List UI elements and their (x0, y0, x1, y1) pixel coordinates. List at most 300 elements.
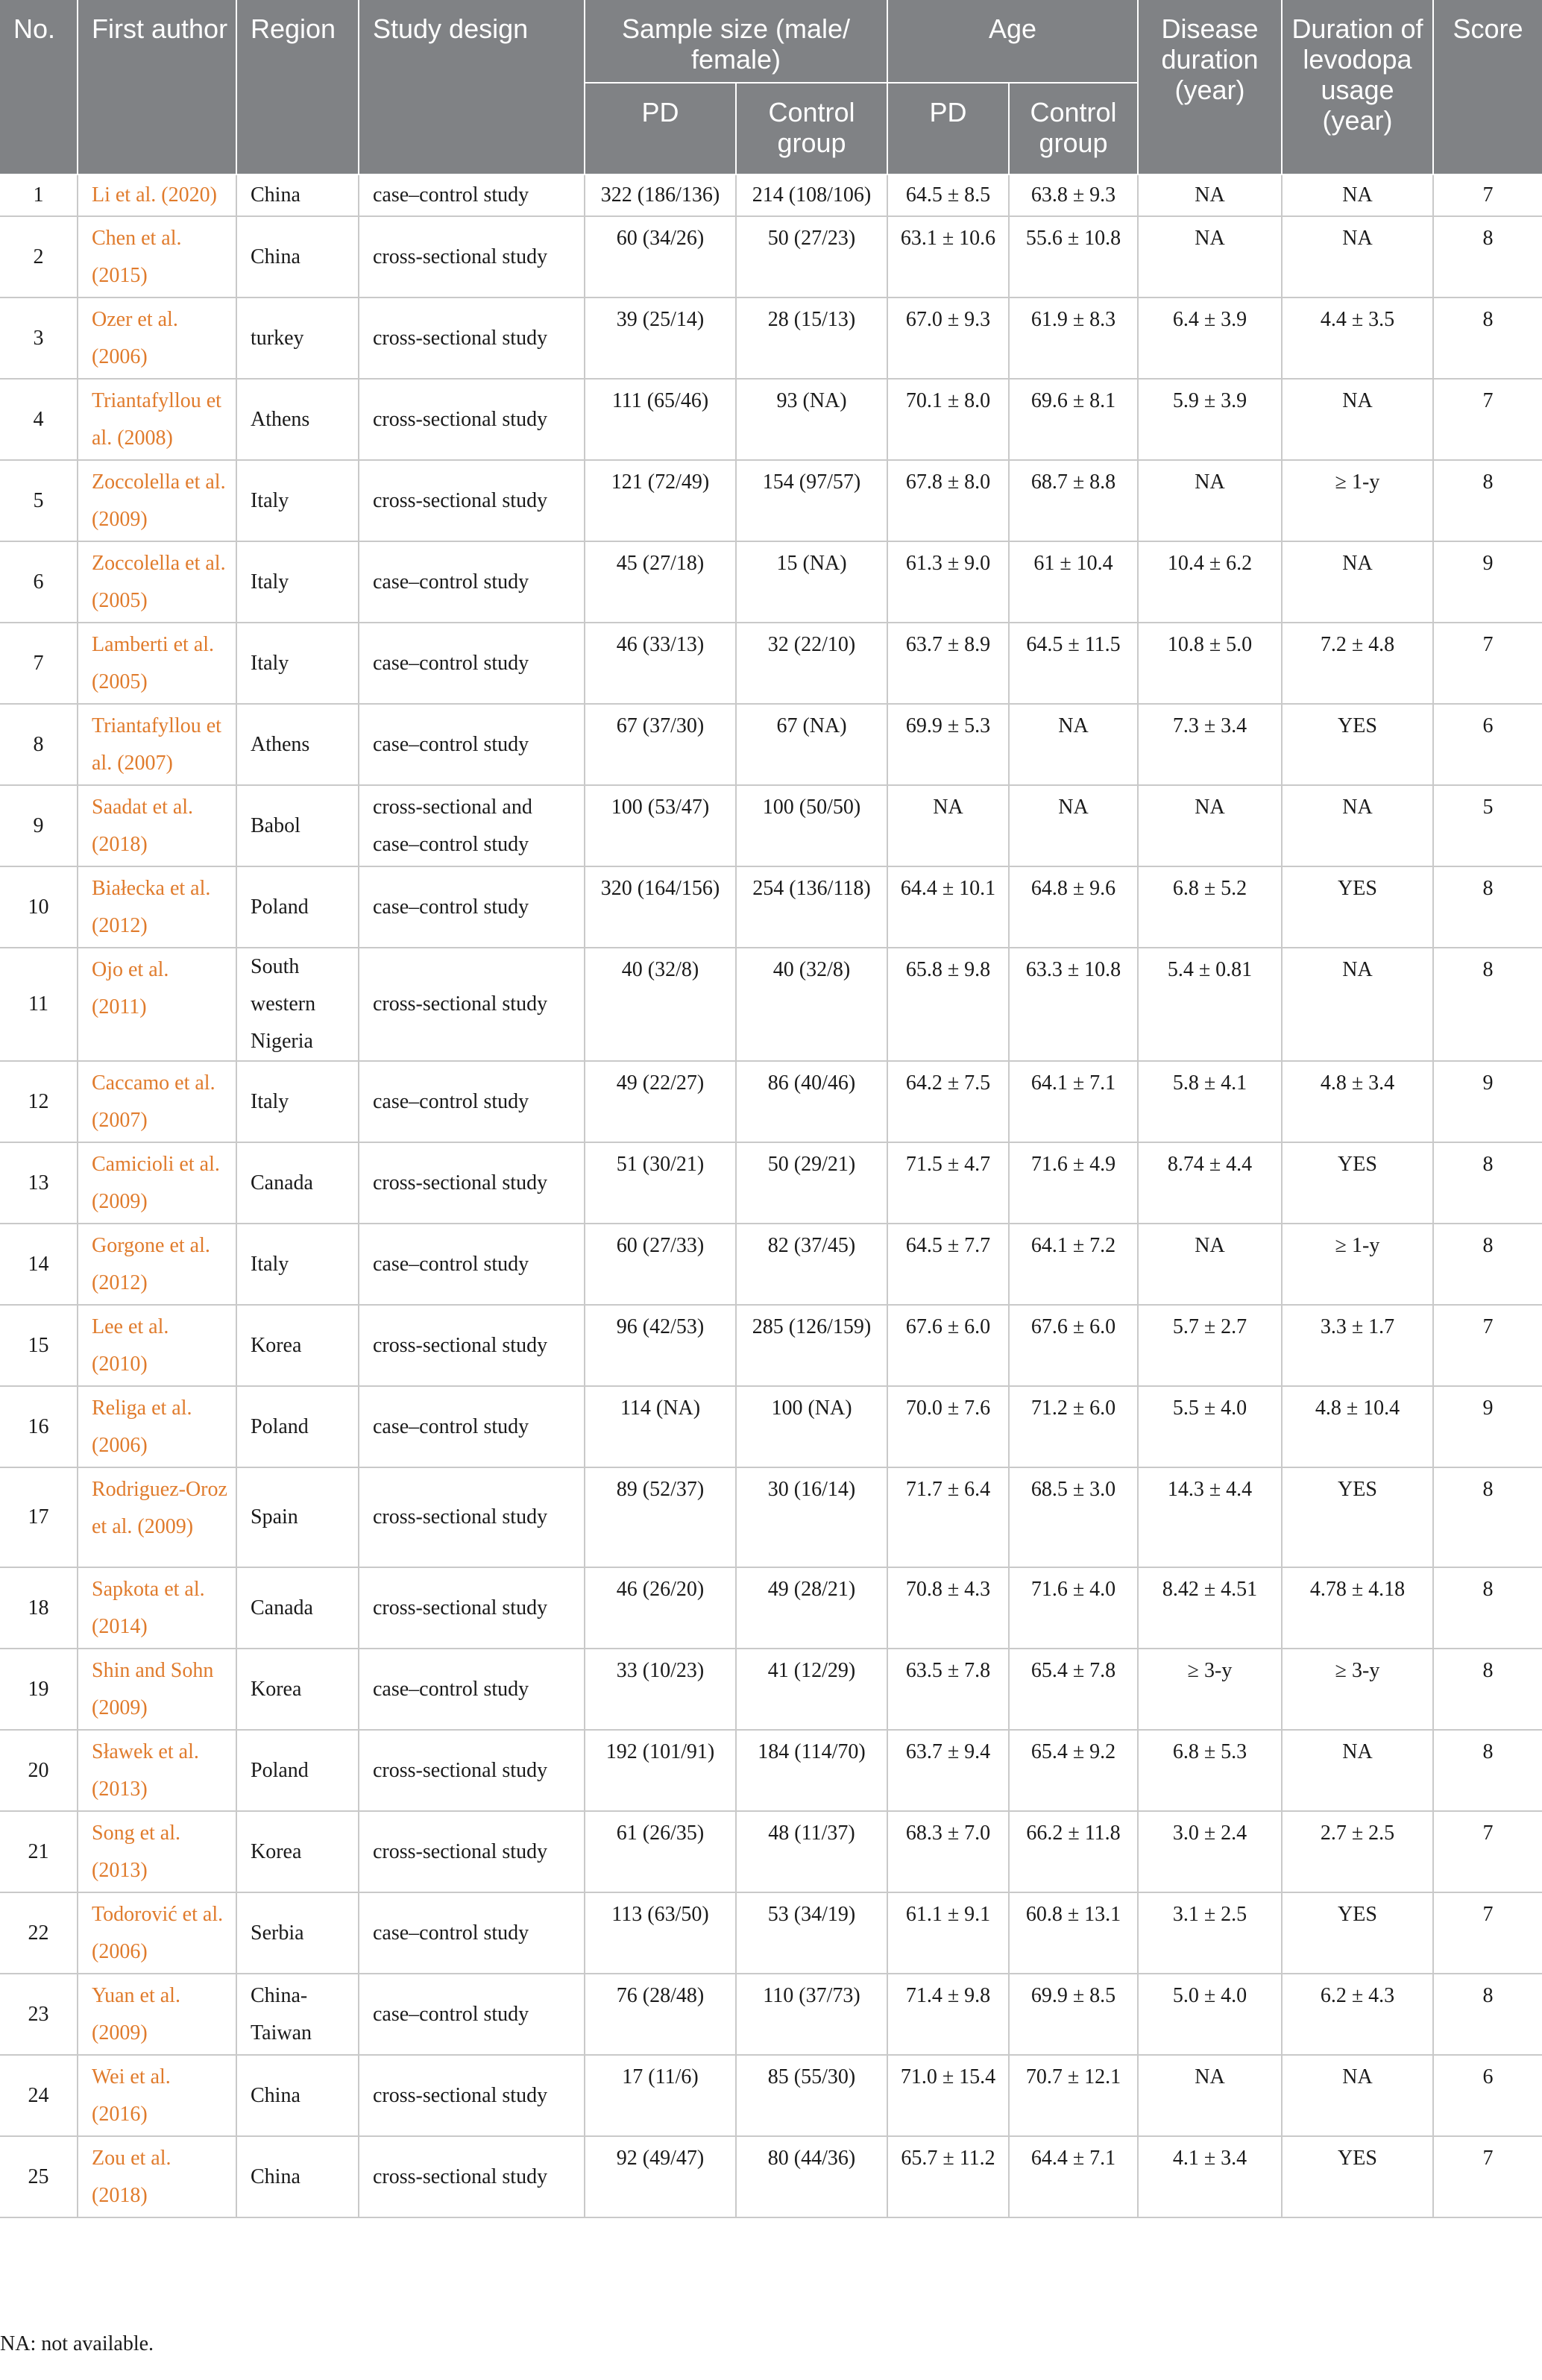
cell-author-link[interactable]: Li et al. (2020) (78, 174, 236, 216)
cell-pd-age: 64.5 ± 8.5 (887, 174, 1009, 216)
cell-levodopa-duration: YES (1282, 1467, 1433, 1567)
cell-pd-sample: 111 (65/46) (585, 379, 736, 460)
cell-study-design: cross-sectional study (359, 1567, 585, 1649)
cell-no: 25 (0, 2136, 78, 2217)
cell-score: 9 (1433, 541, 1542, 623)
cell-pd-sample: 114 (NA) (585, 1386, 736, 1467)
cell-score: 9 (1433, 1386, 1542, 1467)
cell-score: 8 (1433, 866, 1542, 948)
cell-study-design: cross-sectional study (359, 2055, 585, 2136)
cell-disease-duration: NA (1138, 460, 1282, 541)
cell-score: 7 (1433, 1811, 1542, 1892)
cell-study-design: case–control study (359, 704, 585, 785)
cell-study-design: cross-sectional study (359, 379, 585, 460)
cell-pd-sample: 51 (30/21) (585, 1142, 736, 1224)
cell-region: Canada (236, 1142, 359, 1224)
table-row (0, 785, 1542, 866)
cell-control-sample: 82 (37/45) (736, 1224, 887, 1305)
cell-disease-duration: ≥ 3-y (1138, 1649, 1282, 1730)
cell-score: 8 (1433, 948, 1542, 1061)
cell-levodopa-duration: YES (1282, 704, 1433, 785)
cell-control-sample: 49 (28/21) (736, 1567, 887, 1649)
table-row (0, 460, 1542, 541)
cell-levodopa-duration: NA (1282, 1730, 1433, 1811)
cell-control-sample: 85 (55/30) (736, 2055, 887, 2136)
table-footnote: NA: not available. (0, 2332, 154, 2355)
cell-disease-duration: 10.4 ± 6.2 (1138, 541, 1282, 623)
cell-region: Italy (236, 1224, 359, 1305)
cell-pd-sample: 60 (34/26) (585, 216, 736, 298)
cell-author-link[interactable]: Zoccolella et al. (2005) (78, 541, 236, 623)
cell-control-age: 65.4 ± 9.2 (1009, 1730, 1138, 1811)
cell-region: Italy (236, 1061, 359, 1142)
cell-pd-sample: 320 (164/156) (585, 866, 736, 948)
cell-no: 11 (0, 948, 78, 1061)
cell-author-link[interactable]: Sapkota et al. (2014) (78, 1567, 236, 1649)
cell-disease-duration: 14.3 ± 4.4 (1138, 1467, 1282, 1567)
cell-region: Poland (236, 1730, 359, 1811)
cell-control-sample: 50 (27/23) (736, 216, 887, 298)
cell-control-age: 64.1 ± 7.2 (1009, 1224, 1138, 1305)
cell-control-sample: 41 (12/29) (736, 1649, 887, 1730)
cell-study-design: case–control study (359, 866, 585, 948)
table-row (0, 1892, 1542, 1974)
cell-no: 2 (0, 216, 78, 298)
cell-region: Spain (236, 1467, 359, 1567)
cell-pd-sample: 46 (33/13) (585, 623, 736, 704)
cell-pd-sample: 61 (26/35) (585, 1811, 736, 1892)
cell-levodopa-duration: YES (1282, 866, 1433, 948)
cell-pd-age: 67.8 ± 8.0 (887, 460, 1009, 541)
cell-region: Athens (236, 704, 359, 785)
cell-disease-duration: 8.74 ± 4.4 (1138, 1142, 1282, 1224)
cell-region: Korea (236, 1305, 359, 1386)
cell-pd-age: 63.1 ± 10.6 (887, 216, 1009, 298)
cell-study-design: cross-sectional study (359, 460, 585, 541)
cell-study-design: cross-sectional study (359, 1467, 585, 1567)
cell-levodopa-duration: ≥ 3-y (1282, 1649, 1433, 1730)
cell-control-age: 66.2 ± 11.8 (1009, 1811, 1138, 1892)
table-row (0, 1649, 1542, 1730)
cell-pd-sample: 100 (53/47) (585, 785, 736, 866)
table-row (0, 216, 1542, 298)
cell-no: 24 (0, 2055, 78, 2136)
cell-no: 22 (0, 1892, 78, 1974)
header-study-design: Study design (359, 0, 585, 174)
cell-no: 23 (0, 1974, 78, 2055)
cell-region: China (236, 174, 359, 216)
cell-region: Babol (236, 785, 359, 866)
cell-author-link[interactable]: Todorović et al. (2006) (78, 1892, 236, 1974)
header-age-control: Control group (1009, 83, 1138, 174)
cell-pd-age: 61.1 ± 9.1 (887, 1892, 1009, 1974)
cell-score: 6 (1433, 2055, 1542, 2136)
cell-pd-age: 64.2 ± 7.5 (887, 1061, 1009, 1142)
cell-disease-duration: 3.0 ± 2.4 (1138, 1811, 1282, 1892)
cell-pd-age: 63.7 ± 9.4 (887, 1730, 1009, 1811)
cell-control-age: 60.8 ± 13.1 (1009, 1892, 1138, 1974)
table-row (0, 2055, 1542, 2136)
cell-score: 7 (1433, 379, 1542, 460)
cell-no: 12 (0, 1061, 78, 1142)
cell-levodopa-duration: ≥ 1-y (1282, 460, 1433, 541)
cell-no: 17 (0, 1467, 78, 1567)
cell-control-sample: 100 (50/50) (736, 785, 887, 866)
cell-control-age: 69.9 ± 8.5 (1009, 1974, 1138, 2055)
cell-score: 8 (1433, 1224, 1542, 1305)
cell-study-design: case–control study (359, 623, 585, 704)
table-row (0, 866, 1542, 948)
cell-pd-sample: 40 (32/8) (585, 948, 736, 1061)
table-row (0, 1811, 1542, 1892)
cell-no: 13 (0, 1142, 78, 1224)
cell-no: 7 (0, 623, 78, 704)
cell-region: China (236, 2055, 359, 2136)
cell-levodopa-duration: NA (1282, 379, 1433, 460)
cell-pd-sample: 113 (63/50) (585, 1892, 736, 1974)
cell-pd-age: 71.4 ± 9.8 (887, 1974, 1009, 2055)
cell-levodopa-duration: 4.78 ± 4.18 (1282, 1567, 1433, 1649)
cell-control-sample: 53 (34/19) (736, 1892, 887, 1974)
cell-pd-sample: 46 (26/20) (585, 1567, 736, 1649)
cell-control-age: 55.6 ± 10.8 (1009, 216, 1138, 298)
cell-control-age: 64.4 ± 7.1 (1009, 2136, 1138, 2217)
cell-no: 6 (0, 541, 78, 623)
table-row (0, 1305, 1542, 1386)
cell-score: 8 (1433, 460, 1542, 541)
cell-pd-sample: 39 (25/14) (585, 298, 736, 379)
cell-pd-age: 61.3 ± 9.0 (887, 541, 1009, 623)
cell-control-sample: 32 (22/10) (736, 623, 887, 704)
cell-author-link[interactable]: Saadat et al. (2018) (78, 785, 236, 866)
cell-no: 1 (0, 174, 78, 216)
cell-pd-age: 71.7 ± 6.4 (887, 1467, 1009, 1567)
cell-control-age: 61 ± 10.4 (1009, 541, 1138, 623)
cell-no: 3 (0, 298, 78, 379)
cell-author-link[interactable]: Zoccolella et al. (2009) (78, 460, 236, 541)
table-row (0, 623, 1542, 704)
table-row (0, 174, 1542, 216)
cell-score: 9 (1433, 1061, 1542, 1142)
cell-no: 10 (0, 866, 78, 948)
cell-author-link[interactable]: Shin and Sohn (2009) (78, 1649, 236, 1730)
cell-study-design: cross-sectional study (359, 1730, 585, 1811)
cell-author-link[interactable]: Białecka et al. (2012) (78, 866, 236, 948)
cell-pd-age: 63.7 ± 8.9 (887, 623, 1009, 704)
cell-pd-age: 65.7 ± 11.2 (887, 2136, 1009, 2217)
cell-pd-age: NA (887, 785, 1009, 866)
cell-score: 7 (1433, 623, 1542, 704)
cell-pd-age: 70.0 ± 7.6 (887, 1386, 1009, 1467)
cell-disease-duration: 6.4 ± 3.9 (1138, 298, 1282, 379)
cell-control-age: 67.6 ± 6.0 (1009, 1305, 1138, 1386)
table-header (0, 0, 1542, 174)
cell-disease-duration: 4.1 ± 3.4 (1138, 2136, 1282, 2217)
cell-pd-age: 71.0 ± 15.4 (887, 2055, 1009, 2136)
table-row (0, 1224, 1542, 1305)
cell-control-age: 70.7 ± 12.1 (1009, 2055, 1138, 2136)
cell-study-design: cross-sectional study (359, 2136, 585, 2217)
table-row (0, 1061, 1542, 1142)
cell-region: Poland (236, 1386, 359, 1467)
cell-disease-duration: NA (1138, 216, 1282, 298)
cell-region: South western Nigeria (236, 948, 359, 1061)
cell-control-age: 65.4 ± 7.8 (1009, 1649, 1138, 1730)
cell-disease-duration: 5.0 ± 4.0 (1138, 1974, 1282, 2055)
cell-author-link[interactable]: Sławek et al. (2013) (78, 1730, 236, 1811)
cell-author-link[interactable]: Yuan et al. (2009) (78, 1974, 236, 2055)
cell-score: 7 (1433, 2136, 1542, 2217)
cell-levodopa-duration: NA (1282, 174, 1433, 216)
cell-author-link[interactable]: Camicioli et al. (2009) (78, 1142, 236, 1224)
cell-control-age: 68.5 ± 3.0 (1009, 1467, 1138, 1567)
cell-author-link[interactable]: Song et al. (2013) (78, 1811, 236, 1892)
cell-control-age: 61.9 ± 8.3 (1009, 298, 1138, 379)
cell-study-design: case–control study (359, 1974, 585, 2055)
cell-control-sample: 254 (136/118) (736, 866, 887, 948)
header-no: No. (0, 0, 78, 174)
cell-pd-sample: 60 (27/33) (585, 1224, 736, 1305)
cell-pd-age: 70.8 ± 4.3 (887, 1567, 1009, 1649)
header-age: Age (887, 0, 1138, 83)
cell-disease-duration: NA (1138, 785, 1282, 866)
cell-study-design: cross-sectional study (359, 948, 585, 1061)
table-row (0, 541, 1542, 623)
table-row (0, 379, 1542, 460)
cell-region: Italy (236, 541, 359, 623)
cell-levodopa-duration: NA (1282, 948, 1433, 1061)
cell-region: Korea (236, 1811, 359, 1892)
cell-no: 9 (0, 785, 78, 866)
cell-study-design: cross-sectional study (359, 1811, 585, 1892)
cell-pd-age: 65.8 ± 9.8 (887, 948, 1009, 1061)
cell-pd-age: 70.1 ± 8.0 (887, 379, 1009, 460)
header-levodopa-duration: Duration of levodopa usage (year) (1282, 0, 1433, 174)
cell-pd-sample: 92 (49/47) (585, 2136, 736, 2217)
cell-author-link[interactable]: Rodriguez-Oroz et al. (2009) (78, 1467, 236, 1567)
cell-levodopa-duration: 4.8 ± 3.4 (1282, 1061, 1433, 1142)
cell-control-sample: 154 (97/57) (736, 460, 887, 541)
cell-levodopa-duration: 6.2 ± 4.3 (1282, 1974, 1433, 2055)
cell-levodopa-duration: ≥ 1-y (1282, 1224, 1433, 1305)
cell-control-age: 71.6 ± 4.0 (1009, 1567, 1138, 1649)
cell-pd-age: 64.5 ± 7.7 (887, 1224, 1009, 1305)
cell-levodopa-duration: NA (1282, 2055, 1433, 2136)
table-row (0, 1567, 1542, 1649)
cell-pd-age: 63.5 ± 7.8 (887, 1649, 1009, 1730)
table-row (0, 1142, 1542, 1224)
cell-levodopa-duration: 3.3 ± 1.7 (1282, 1305, 1433, 1386)
cell-disease-duration: 8.42 ± 4.51 (1138, 1567, 1282, 1649)
header-sample-size: Sample size (male/ female) (585, 0, 887, 83)
cell-author-link[interactable]: Triantafyllou et al. (2008) (78, 379, 236, 460)
cell-study-design: case–control study (359, 174, 585, 216)
cell-no: 15 (0, 1305, 78, 1386)
cell-no: 16 (0, 1386, 78, 1467)
cell-score: 8 (1433, 1467, 1542, 1567)
cell-score: 8 (1433, 216, 1542, 298)
cell-author-link[interactable]: Zou et al. (2018) (78, 2136, 236, 2217)
cell-region: Athens (236, 379, 359, 460)
cell-no: 19 (0, 1649, 78, 1730)
cell-pd-sample: 49 (22/27) (585, 1061, 736, 1142)
cell-study-design: case–control study (359, 1224, 585, 1305)
cell-disease-duration: 5.8 ± 4.1 (1138, 1061, 1282, 1142)
cell-pd-sample: 33 (10/23) (585, 1649, 736, 1730)
cell-region: Canada (236, 1567, 359, 1649)
cell-study-design: cross-sectional study (359, 1142, 585, 1224)
cell-pd-age: 67.0 ± 9.3 (887, 298, 1009, 379)
cell-control-sample: 67 (NA) (736, 704, 887, 785)
cell-no: 21 (0, 1811, 78, 1892)
cell-author-link[interactable]: Ojo et al. (2011) (78, 948, 236, 1061)
cell-disease-duration: NA (1138, 2055, 1282, 2136)
cell-author-link[interactable]: Chen et al. (2015) (78, 216, 236, 298)
cell-levodopa-duration: NA (1282, 541, 1433, 623)
cell-control-age: 68.7 ± 8.8 (1009, 460, 1138, 541)
cell-study-design: cross-sectional study (359, 298, 585, 379)
cell-author-link[interactable]: Gorgone et al. (2012) (78, 1224, 236, 1305)
cell-control-sample: 28 (15/13) (736, 298, 887, 379)
cell-disease-duration: 7.3 ± 3.4 (1138, 704, 1282, 785)
header-score: Score (1433, 0, 1542, 174)
cell-region: China (236, 2136, 359, 2217)
cell-pd-sample: 96 (42/53) (585, 1305, 736, 1386)
cell-author-link[interactable]: Religa et al. (2006) (78, 1386, 236, 1467)
cell-pd-sample: 67 (37/30) (585, 704, 736, 785)
table-body (0, 174, 1542, 2217)
cell-score: 6 (1433, 704, 1542, 785)
header-region: Region (236, 0, 359, 174)
cell-no: 18 (0, 1567, 78, 1649)
cell-no: 20 (0, 1730, 78, 1811)
cell-region: Korea (236, 1649, 359, 1730)
table-row (0, 704, 1542, 785)
cell-control-age: NA (1009, 704, 1138, 785)
cell-region: Italy (236, 460, 359, 541)
cell-disease-duration: 5.9 ± 3.9 (1138, 379, 1282, 460)
cell-no: 5 (0, 460, 78, 541)
cell-control-age: 64.8 ± 9.6 (1009, 866, 1138, 948)
cell-disease-duration: 3.1 ± 2.5 (1138, 1892, 1282, 1974)
cell-pd-sample: 121 (72/49) (585, 460, 736, 541)
cell-control-sample: 48 (11/37) (736, 1811, 887, 1892)
cell-control-age: 71.2 ± 6.0 (1009, 1386, 1138, 1467)
cell-study-design: case–control study (359, 541, 585, 623)
cell-disease-duration: 5.4 ± 0.81 (1138, 948, 1282, 1061)
cell-study-design: case–control study (359, 1386, 585, 1467)
cell-study-design: case–control study (359, 1649, 585, 1730)
header-sample-pd: PD (585, 83, 736, 174)
table-row (0, 1386, 1542, 1467)
cell-score: 8 (1433, 1649, 1542, 1730)
table-row (0, 2136, 1542, 2217)
cell-study-design: cross-sectional and case–control study (359, 785, 585, 866)
cell-region: turkey (236, 298, 359, 379)
cell-study-design: case–control study (359, 1892, 585, 1974)
table-row (0, 1974, 1542, 2055)
cell-control-sample: 100 (NA) (736, 1386, 887, 1467)
cell-score: 7 (1433, 1305, 1542, 1386)
table-row (0, 1467, 1542, 1567)
cell-score: 8 (1433, 1730, 1542, 1811)
cell-author-link[interactable]: Caccamo et al. (2007) (78, 1061, 236, 1142)
cell-levodopa-duration: 4.8 ± 10.4 (1282, 1386, 1433, 1467)
cell-pd-sample: 76 (28/48) (585, 1974, 736, 2055)
cell-disease-duration: 6.8 ± 5.2 (1138, 866, 1282, 948)
cell-control-age: 64.1 ± 7.1 (1009, 1061, 1138, 1142)
cell-disease-duration: 6.8 ± 5.3 (1138, 1730, 1282, 1811)
cell-pd-sample: 45 (27/18) (585, 541, 736, 623)
cell-score: 8 (1433, 1974, 1542, 2055)
table-row (0, 298, 1542, 379)
table-row (0, 948, 1542, 1061)
cell-score: 8 (1433, 298, 1542, 379)
cell-pd-sample: 322 (186/136) (585, 174, 736, 216)
cell-control-sample: 285 (126/159) (736, 1305, 887, 1386)
header-first-author: First author (78, 0, 236, 174)
cell-control-age: NA (1009, 785, 1138, 866)
cell-no: 14 (0, 1224, 78, 1305)
cell-disease-duration: NA (1138, 174, 1282, 216)
header-sample-control: Control group (736, 83, 887, 174)
cell-study-design: case–control study (359, 1061, 585, 1142)
cell-score: 5 (1433, 785, 1542, 866)
cell-levodopa-duration: YES (1282, 1142, 1433, 1224)
cell-control-sample: 15 (NA) (736, 541, 887, 623)
cell-author-link[interactable]: Lamberti et al. (2005) (78, 623, 236, 704)
cell-pd-age: 71.5 ± 4.7 (887, 1142, 1009, 1224)
cell-disease-duration: 5.7 ± 2.7 (1138, 1305, 1282, 1386)
cell-author-link[interactable]: Ozer et al. (2006) (78, 298, 236, 379)
cell-author-link[interactable]: Wei et al. (2016) (78, 2055, 236, 2136)
cell-control-sample: 214 (108/106) (736, 174, 887, 216)
cell-control-sample: 86 (40/46) (736, 1061, 887, 1142)
cell-disease-duration: NA (1138, 1224, 1282, 1305)
cell-pd-sample: 17 (11/6) (585, 2055, 736, 2136)
cell-score: 8 (1433, 1142, 1542, 1224)
cell-region: China (236, 216, 359, 298)
cell-control-age: 71.6 ± 4.9 (1009, 1142, 1138, 1224)
cell-pd-age: 68.3 ± 7.0 (887, 1811, 1009, 1892)
cell-control-sample: 184 (114/70) (736, 1730, 887, 1811)
cell-control-sample: 110 (37/73) (736, 1974, 887, 2055)
cell-no: 8 (0, 704, 78, 785)
cell-levodopa-duration: NA (1282, 216, 1433, 298)
cell-disease-duration: 5.5 ± 4.0 (1138, 1386, 1282, 1467)
cell-pd-age: 67.6 ± 6.0 (887, 1305, 1009, 1386)
cell-pd-sample: 192 (101/91) (585, 1730, 736, 1811)
cell-control-sample: 80 (44/36) (736, 2136, 887, 2217)
cell-levodopa-duration: YES (1282, 2136, 1433, 2217)
cell-author-link[interactable]: Triantafyllou et al. (2007) (78, 704, 236, 785)
cell-region: Italy (236, 623, 359, 704)
cell-region: Serbia (236, 1892, 359, 1974)
header-disease-duration: Disease duration (year) (1138, 0, 1282, 174)
cell-control-age: 69.6 ± 8.1 (1009, 379, 1138, 460)
cell-control-age: 63.8 ± 9.3 (1009, 174, 1138, 216)
cell-no: 4 (0, 379, 78, 460)
cell-control-age: 63.3 ± 10.8 (1009, 948, 1138, 1061)
cell-score: 7 (1433, 174, 1542, 216)
cell-pd-sample: 89 (52/37) (585, 1467, 736, 1567)
cell-control-age: 64.5 ± 11.5 (1009, 623, 1138, 704)
cell-disease-duration: 10.8 ± 5.0 (1138, 623, 1282, 704)
cell-pd-age: 69.9 ± 5.3 (887, 704, 1009, 785)
cell-control-sample: 93 (NA) (736, 379, 887, 460)
cell-author-link[interactable]: Lee et al. (2010) (78, 1305, 236, 1386)
cell-levodopa-duration: 4.4 ± 3.5 (1282, 298, 1433, 379)
